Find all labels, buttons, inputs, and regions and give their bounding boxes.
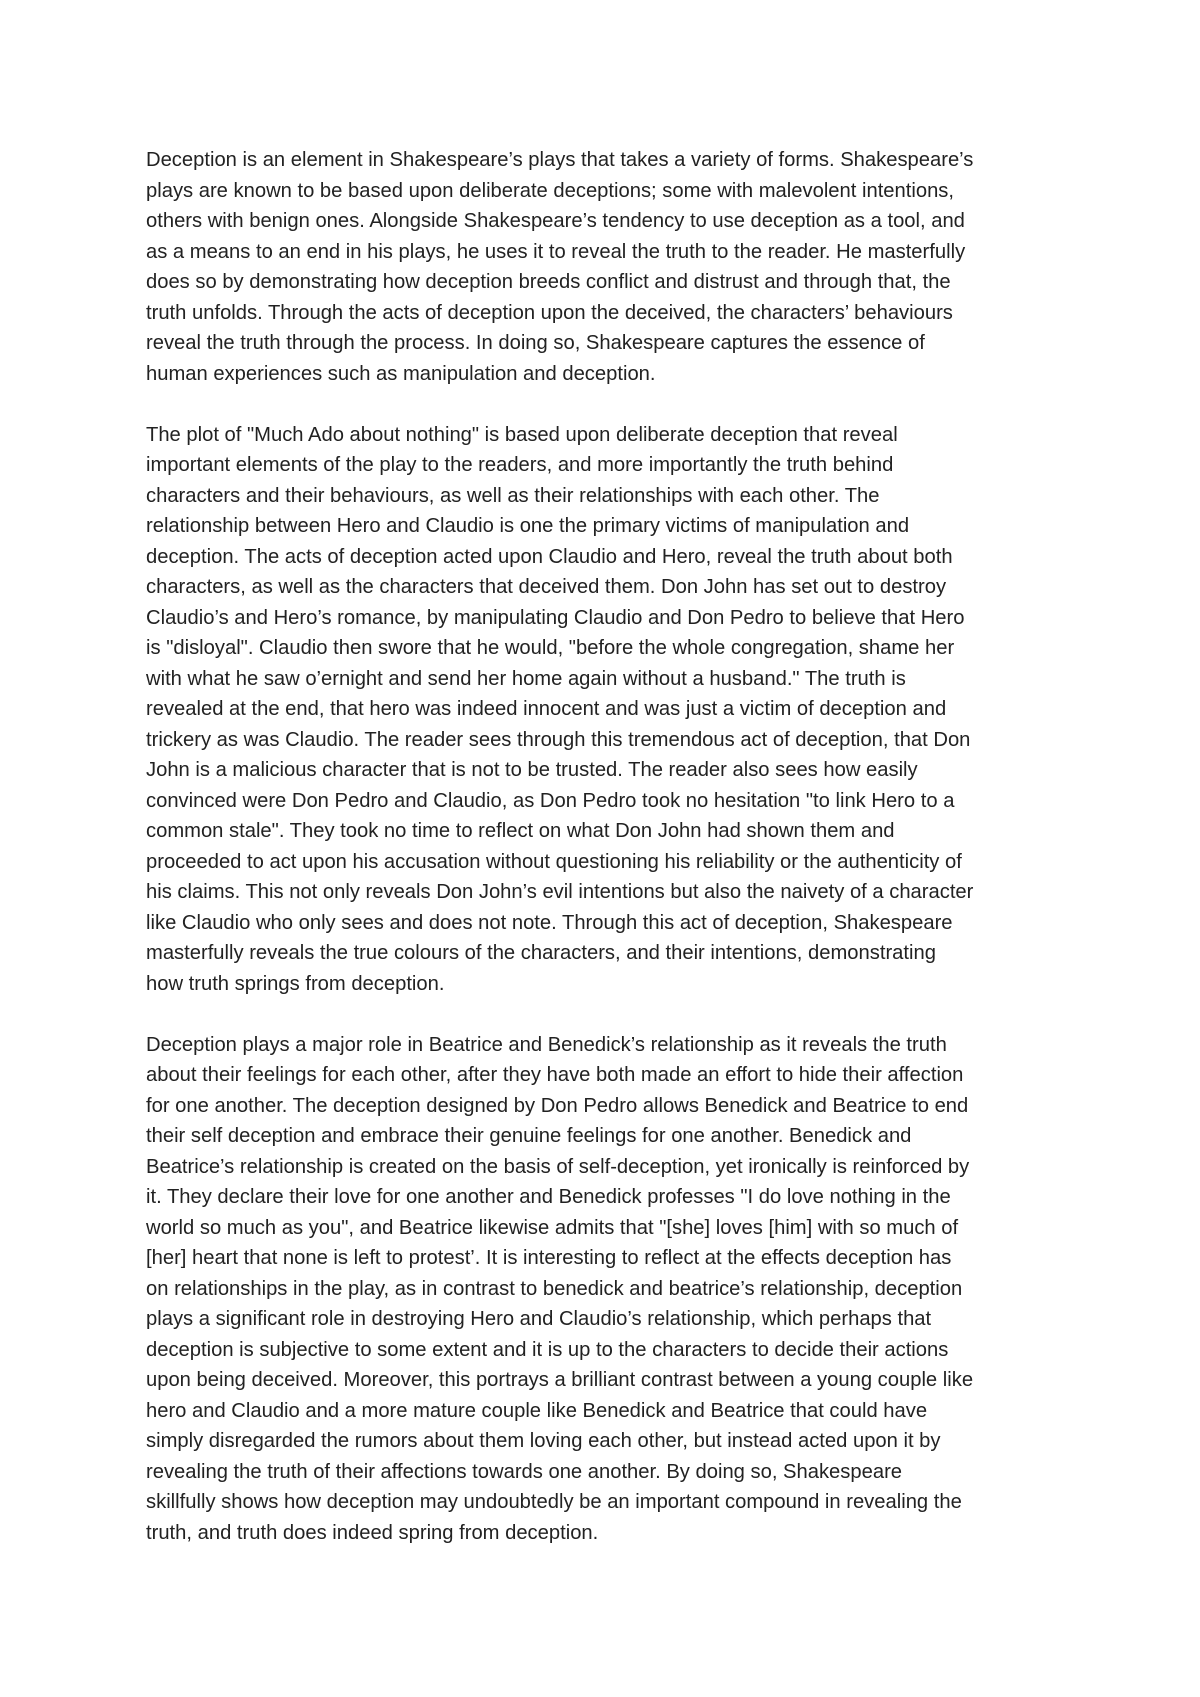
text-line: how truth springs from deception.: [146, 972, 445, 995]
text-line: others with benign ones. Alongside Shakespeare’s tendency to use deception as a tool, and: [146, 210, 965, 232]
text-line: revealed at the end, that hero was indeed innocent and was just a victim of deception and: [146, 698, 947, 720]
text-line: reveal the truth through the process. In doing so, Shakespeare captures the essence of: [146, 332, 925, 354]
text-line: on relationships in the play, as in contrast to benedick and beatrice’s relationship, deception: [146, 1277, 963, 1300]
text-line: plays a significant role in destroying Hero and Claudio’s relationship, which perhaps that: [146, 1308, 932, 1330]
text-line: as a means to an end in his plays, he uses it to reveal the truth to the reader. He masterfully: [146, 240, 966, 263]
text-line: characters, as well as the characters that deceived them. Don John has set out to destroy: [146, 576, 947, 598]
text-line: does so by demonstrating how deception breeds conflict and distrust and through that, the: [146, 271, 951, 293]
text-line: trickery as was Claudio. The reader sees through this tremendous act of deception, that Don: [146, 728, 971, 751]
text-line: common stale". They took no time to reflect on what Don John had shown them and: [146, 820, 895, 842]
text-line: deception. The acts of deception acted upon Claudio and Hero, reveal the truth about both: [146, 545, 953, 568]
text-line: like Claudio who only sees and does not note. Through this act of deception, Shakespeare: [146, 911, 953, 934]
text-line: with what he saw o’ernight and send her home again without a husband." The truth is: [146, 667, 906, 690]
text-line: convinced were Don Pedro and Claudio, as Don Pedro took no hesitation "to link Hero to a: [146, 789, 955, 812]
text-line: relationship between Hero and Claudio is one the primary victims of manipulation and: [146, 515, 910, 537]
text-line: it. They declare their love for one another and Benedick professes "I do love nothing in the: [146, 1186, 951, 1208]
text-line: upon being deceived. Moreover, this portrays a brilliant contrast between a young couple like: [146, 1369, 974, 1391]
text-line: for one another. The deception designed by Don Pedro allows Benedick and Beatrice to end: [146, 1094, 969, 1117]
text-line: Deception plays a major role in Beatrice and Benedick’s relationship as it reveals the truth: [146, 1033, 947, 1056]
text-line: The plot of "Much Ado about nothing" is based upon deliberate deception that reveal: [146, 423, 898, 446]
paragraph-3: [146, 1030, 1076, 1549]
paragraph-2: [146, 420, 1076, 1000]
paragraph-1: [146, 145, 1076, 389]
text-line: their self deception and embrace their genuine feelings for one another. Benedick and: [146, 1125, 912, 1147]
text-line: characters and their behaviours, as well as their relationships with each other. The: [146, 484, 880, 507]
text-line: revealing the truth of their affections towards one another. By doing so, Shakespeare: [146, 1460, 903, 1483]
text-line: Claudio’s and Hero’s romance, by manipulating Claudio and Don Pedro to believe that Hero: [146, 606, 965, 629]
text-line: hero and Claudio and a more mature couple like Benedick and Beatrice that could have: [146, 1399, 928, 1422]
essay-body: [146, 145, 1076, 1548]
text-line: skillfully shows how deception may undoubtedly be an important compound in revealing the: [146, 1491, 962, 1513]
text-line: his claims. This not only reveals Don John’s evil intentions but also the naivety of a character: [146, 881, 974, 903]
text-line: world so much as you", and Beatrice likewise admits that "[she] loves [him] with so much of: [146, 1216, 959, 1239]
text-line: John is a malicious character that is not to be trusted. The reader also sees how easily: [146, 759, 918, 781]
text-line: simply disregarded the rumors about them loving each other, but instead acted upon it by: [146, 1430, 941, 1452]
text-line: deception is subjective to some extent and it is up to the characters to decide their actions: [146, 1338, 949, 1361]
text-line: Deception is an element in Shakespeare’s plays that takes a variety of forms. Shakespeare’s: [146, 149, 974, 171]
text-line: [her] heart that none is left to protest’. It is interesting to reflect at the effects deception has: [146, 1247, 952, 1269]
text-line: masterfully reveals the true colours of the characters, and their intentions, demonstrating: [146, 942, 936, 964]
text-line: proceeded to act upon his accusation without questioning his reliability or the authenticity of: [146, 850, 962, 873]
text-line: plays are known to be based upon deliberate deceptions; some with malevolent intentions,: [146, 179, 955, 202]
text-line: truth unfolds. Through the acts of deception upon the deceived, the characters’ behaviours: [146, 301, 953, 324]
text-line: important elements of the play to the readers, and more importantly the truth behind: [146, 454, 894, 476]
text-line: human experiences such as manipulation and deception.: [146, 362, 656, 385]
text-line: Beatrice’s relationship is created on the basis of self-deception, yet ironically is reinforced by: [146, 1155, 970, 1178]
text-line: truth, and truth does indeed spring from deception.: [146, 1521, 599, 1544]
text-line: is "disloyal". Claudio then swore that he would, "before the whole congregation, shame her: [146, 637, 955, 659]
text-line: about their feelings for each other, after they have both made an effort to hide their affection: [146, 1064, 964, 1086]
